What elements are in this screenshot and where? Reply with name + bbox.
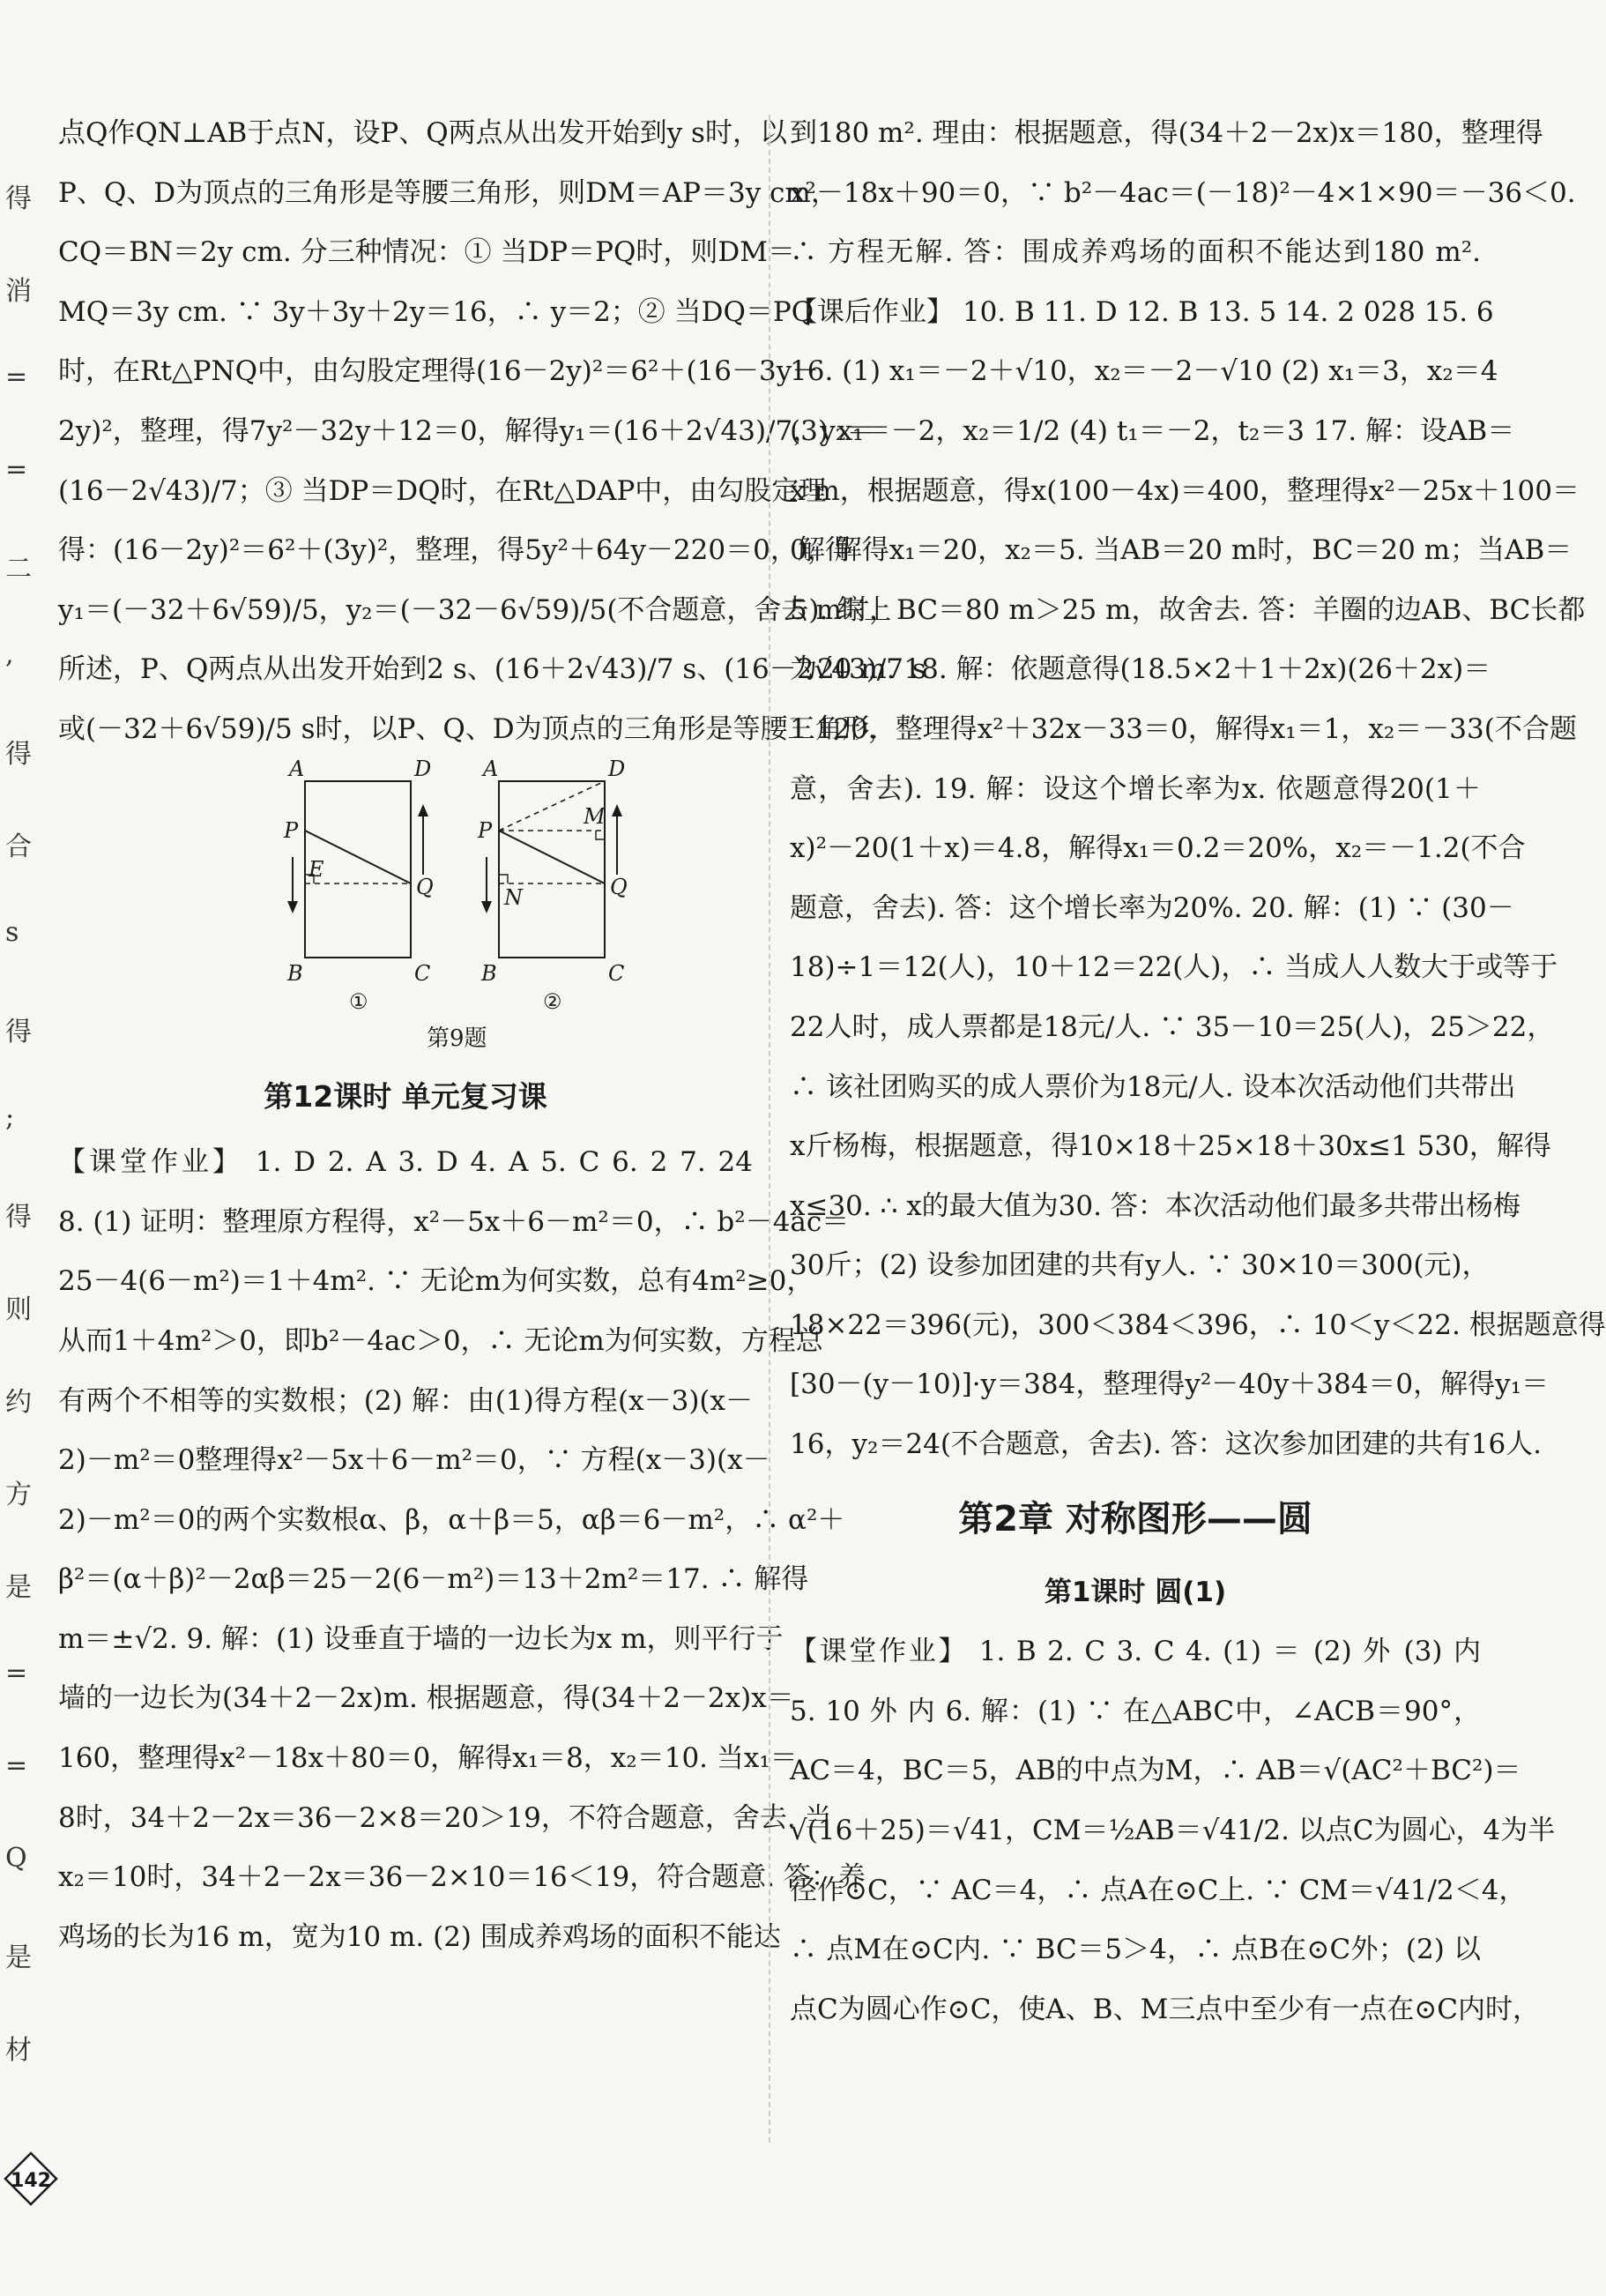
fig1-label-e: E: [309, 856, 324, 882]
text-line: 16. (1) x₁＝－2＋√10，x₂＝－2－√10 (2) x₁＝3，x₂＝4: [790, 355, 1498, 388]
text-line: 16，y₂＝24(不合题意，舍去). 答：这次参加团建的共有16人.: [790, 1428, 1543, 1461]
margin-char: 材: [5, 2035, 32, 2066]
fig1-label-b: B: [287, 960, 303, 986]
text-line: y₁＝(－32＋6√59)/5，y₂＝(－32－6√59)/5(不合题意，舍去). 综上: [58, 593, 892, 626]
arrow-down-icon: [287, 901, 298, 913]
fig1-label-a: A: [289, 756, 305, 781]
text-line: 18×22＝396(元)，300＜384＜396，∴ 10＜y＜22. 根据题意得: [790, 1308, 1606, 1341]
right-text-block: [790, 104, 1606, 1475]
text-line: 径作⊙C，∵ AC＝4，∴ 点A在⊙C上. ∵ CM＝√41/2＜4，: [790, 1874, 1527, 1906]
margin-char: =: [5, 454, 28, 485]
text-line: 所述，P、Q两点从出发开始到2 s、(16＋2√43)/7 s、(16－2√43)/7 s: [58, 653, 926, 686]
text-line: x₂＝10时，34＋2－2x＝36－2×10＝16＜19，符合题意. 答：养: [58, 1861, 866, 1894]
fig1-label-c: C: [414, 960, 431, 986]
text-line: 墙的一边长为(34＋2－2x)m. 根据题意，得(34＋2－2x)x＝: [58, 1682, 794, 1715]
fig2-segment-pq: [499, 831, 605, 883]
text-line: (16－2√43)/7；③ 当DP＝DQ时，在Rt△DAP中，由勾股定理: [58, 474, 827, 507]
column-divider: [769, 115, 770, 2143]
fig2-label-a: A: [483, 756, 499, 781]
text-line: √(16＋25)＝√41，CM＝½AB＝√41/2. 以点C为圆心，4为半: [790, 1815, 1556, 1847]
left-text-block: [58, 104, 926, 760]
text-line: P、Q、D为顶点的三角形是等腰三角形，则DM＝AP＝3y cm，: [58, 176, 838, 209]
text-line: 意，舍去). 19. 解：设这个增长率为x. 依题意得20(1＋: [790, 772, 1481, 805]
text-line: x≤30. ∴ x的最大值为30. 答：本次活动他们最多共带出杨梅: [790, 1189, 1520, 1222]
arrow-down-icon: [481, 901, 492, 913]
text-line: ∴ 该社团购买的成人票价为18元/人. 设本次活动他们共带出: [790, 1070, 1516, 1103]
margin-char: =: [5, 1658, 28, 1688]
text-line: 0，解得x₁＝20，x₂＝5. 当AB＝20 m时，BC＝20 m；当AB＝: [790, 534, 1573, 567]
text-line: 有两个不相等的实数根；(2) 解：由(1)得方程(x－3)(x－: [58, 1384, 753, 1417]
text-line: 为20 m. 18. 解：依题意得(18.5×2＋1＋2x)(26＋2x)＝: [790, 653, 1491, 686]
fig1-label-d: D: [414, 756, 432, 781]
margin-char: =: [5, 1750, 28, 1781]
page-number: 142: [11, 2170, 51, 2192]
text-line: (3) x₁＝－2，x₂＝1/2 (4) t₁＝－2，t₂＝3 17. 解：设AB＝: [790, 414, 1515, 447]
text-line: 2)－m²＝0的两个实数根α、β，α＋β＝5，αβ＝6－m²，∴ α²＋: [58, 1503, 845, 1536]
margin-char: 合: [5, 831, 32, 862]
geometry-figure: [208, 756, 628, 1058]
figure-problem-9: [58, 756, 753, 1058]
text-line: x)²－20(1＋x)＝4.8，解得x₁＝0.2＝20%，x₂＝－1.2(不合: [790, 832, 1526, 865]
text-line: 到180 m². 理由：根据题意，得(34＋2－2x)x＝180，整理得: [790, 117, 1543, 149]
text-line: x斤杨梅，根据题意，得10×18＋25×18＋30x≤1 530，解得: [790, 1130, 1551, 1163]
chapter-title: 第2章 对称图形——圆: [958, 1498, 1312, 1539]
margin-char: 得: [5, 1017, 32, 1047]
text-line: x²－18x＋90＝0，∵ b²－4ac＝(－18)²－4×1×90＝－36＜0.: [790, 176, 1576, 209]
left-text-block-2: [58, 1133, 866, 1967]
text-line: x m，根据题意，得x(100－4x)＝400，整理得x²－25x＋100＝: [790, 474, 1580, 507]
text-line: 8时，34＋2－2x＝36－2×8＝20＞19，不符合题意，舍去. 当: [58, 1801, 832, 1834]
text-line: 得：(16－2y)²＝6²＋(3y)²，整理，得5y²＋64y－220＝0，解得: [58, 534, 852, 567]
text-line: 【课堂作业】 1. D 2. A 3. D 4. A 5. C 6. 2 7. 24: [58, 1146, 753, 1179]
left-margin-strip: [0, 0, 33, 2296]
margin-char: 二: [5, 554, 32, 585]
margin-char: Q: [5, 1843, 27, 1874]
text-line: MQ＝3y cm. ∵ 3y＋3y＋2y＝16，∴ y＝2；② 当DQ＝PQ: [58, 295, 814, 328]
margin-char: 约: [5, 1387, 32, 1418]
text-line: ∴ 点M在⊙C内. ∵ BC＝5＞4，∴ 点B在⊙C外；(2) 以: [790, 1934, 1481, 1966]
left-column: [58, 104, 926, 1967]
right-text-block-2: [790, 1622, 1556, 2039]
text-line: 点Q作QN⊥AB于点N，设P、Q两点从出发开始到y s时，以: [58, 117, 787, 149]
text-line: ∴ 方程无解. 答：围成养鸡场的面积不能达到180 m².: [790, 236, 1481, 269]
text-line: 【课后作业】 10. B 11. D 12. B 13. 5 14. 2 028 15. 6: [790, 295, 1494, 328]
margin-char: s: [5, 917, 19, 948]
text-line: 160，整理得x²－18x＋80＝0，解得x₁＝8，x₂＝10. 当x₁＝: [58, 1742, 798, 1775]
text-line: 8. (1) 证明：整理原方程得，x²－5x＋6－m²＝0，∴ b²－4ac＝: [58, 1205, 850, 1238]
margin-char: 是: [5, 1942, 32, 1973]
fig1-number: ①: [349, 988, 368, 1014]
margin-char: 方: [5, 1480, 32, 1510]
fig2-label-q: Q: [610, 874, 628, 899]
margin-char: 得: [5, 1202, 32, 1233]
text-line: 30斤；(2) 设参加团建的共有y人. ∵ 30×10＝300(元)，: [790, 1249, 1490, 1282]
right-column: [790, 104, 1606, 2039]
arrow-up-icon: [418, 804, 428, 816]
margin-char: 则: [5, 1294, 32, 1325]
text-line: 18)÷1＝12(人)，10＋12＝22(人)，∴ 当成人人数大于或等于: [790, 951, 1558, 984]
margin-char: 消: [5, 276, 32, 307]
text-line: 5 m时，BC＝80 m＞25 m，故舍去. 答：羊圈的边AB、BC长都: [790, 593, 1586, 626]
text-line: 时，在Rt△PNQ中，由勾股定理得(16－2y)²＝6²＋(16－3y－: [58, 355, 820, 388]
margin-char: 得: [5, 183, 32, 214]
lesson-title: 第1课时 圆(1): [1044, 1576, 1227, 1608]
figure-caption: 第9题: [427, 1025, 487, 1052]
arrow-up-icon: [612, 804, 622, 816]
fig2-label-p: P: [478, 817, 493, 843]
margin-char: 得: [5, 739, 32, 770]
fig2-label-b: B: [481, 960, 497, 986]
fig2-label-d: D: [608, 756, 626, 781]
margin-char: =: [5, 362, 28, 392]
text-line: 5. 10 外 内 6. 解：(1) ∵ 在△ABC中，∠ACB＝90°，: [790, 1695, 1481, 1727]
fig2-label-n: N: [504, 884, 523, 910]
text-line: 2y)²，整理，得7y²－32y＋12＝0，解得y₁＝(16＋2√43)/7，y₂＝: [58, 414, 874, 447]
text-line: CQ＝BN＝2y cm. 分三种情况：① 当DP＝PQ时，则DM＝: [58, 236, 796, 269]
text-line: 点C为圆心作⊙C，使A、B、M三点中至少有一点在⊙C内时，: [790, 1993, 1541, 2025]
text-line: 【课堂作业】 1. B 2. C 3. C 4. (1) ＝ (2) 外 (3) 内: [790, 1636, 1481, 1668]
margin-char: ,: [5, 639, 14, 670]
text-line: 或(－32＋6√59)/5 s时，以P、Q、D为顶点的三角形是等腰三角形.: [58, 712, 879, 745]
fig1-label-p: P: [284, 817, 299, 843]
margin-char: 是: [5, 1572, 32, 1603]
text-line: 1 120，整理得x²＋32x－33＝0，解得x₁＝1，x₂＝－33(不合题: [790, 712, 1577, 745]
fig2-label-c: C: [608, 960, 625, 986]
text-line: 从而1＋4m²＞0，即b²－4ac＞0，∴ 无论m为何实数，方程总: [58, 1324, 823, 1357]
fig1-label-q: Q: [416, 874, 434, 899]
text-line: β²＝(α＋β)²－2αβ＝25－2(6－m²)＝13＋2m²＝17. ∴ 解得: [58, 1563, 809, 1596]
text-line: 2)－m²＝0整理得x²－5x＋6－m²＝0，∵ 方程(x－3)(x－: [58, 1444, 770, 1477]
text-line: 鸡场的长为16 m，宽为10 m. (2) 围成养鸡场的面积不能达: [58, 1920, 781, 1953]
section-title: 第12课时 单元复习课: [264, 1078, 547, 1114]
fig2-number: ②: [543, 988, 562, 1014]
text-line: AC＝4，BC＝5，AB的中点为M，∴ AB＝√(AC²＋BC²)＝: [790, 1755, 1521, 1787]
text-line: 题意，舍去). 答：这个增长率为20%. 20. 解：(1) ∵ (30－: [790, 891, 1514, 924]
text-line: 25－4(6－m²)＝1＋4m². ∵ 无论m为何实数，总有4m²≥0，: [58, 1265, 814, 1298]
margin-char: ;: [5, 1102, 15, 1133]
page-number-badge: [4, 2151, 58, 2206]
text-line: 22人时，成人票都是18元/人. ∵ 35－10＝25(人)，25＞22，: [790, 1010, 1555, 1043]
text-line: m＝±√2. 9. 解：(1) 设垂直于墙的一边长为x m，则平行于: [58, 1622, 784, 1655]
fig2-label-m: M: [584, 803, 606, 829]
text-line: [30－(y－10)]·y＝384，整理得y²－40y＋384＝0，解得y₁＝: [790, 1368, 1550, 1401]
